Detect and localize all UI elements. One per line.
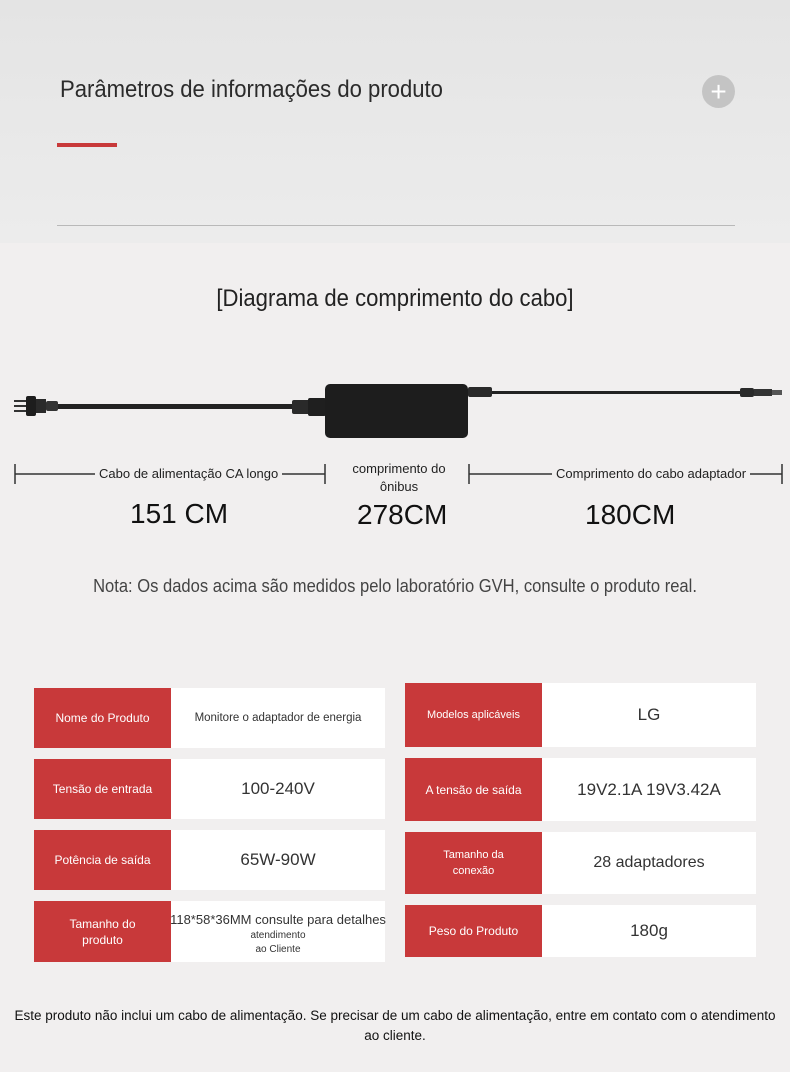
spec-value-input-voltage: 100-240V (171, 759, 385, 819)
header-section (0, 0, 790, 243)
spec-label-product-name: Nome do Produto (34, 688, 171, 748)
adapter-brick (325, 384, 468, 438)
spec-value-applicable-models: LG (542, 683, 756, 747)
spec-value-size-line2: atendimento (250, 930, 306, 941)
footer-notice: Este produto não inclui um cabo de alimentação. Se precisar de um cabo de alimentação, entre em contato com o atendimento ao cliente. (14, 1008, 776, 1043)
plus-icon[interactable]: + (702, 75, 735, 108)
adapter-cable-label: Comprimento do cabo adaptador (552, 466, 750, 481)
spec-value-product-name: Monitore o adaptador de energia (171, 688, 385, 748)
dc-connector-icon (740, 388, 782, 397)
spec-value-weight: 180g (542, 905, 756, 957)
spec-value-size-line3: ao Cliente (255, 944, 301, 955)
spec-label-applicable-models: Modelos aplicáveis (405, 683, 542, 747)
bus-label-line2: ônibus (379, 479, 419, 494)
section-title: Parâmetros de informações do produto (60, 76, 443, 103)
spec-value-connection-size: 28 adaptadores (542, 832, 756, 894)
bus-length-label (345, 460, 453, 496)
spec-label-output-voltage: A tensão de saída (405, 758, 542, 821)
spec-label-connection-size (405, 832, 542, 894)
spec-value-output-voltage: 19V2.1A 19V3.42A (542, 758, 756, 821)
ac-cable-length: 151 CM (130, 498, 229, 529)
cable-illustration (0, 370, 790, 450)
spec-label-size-line2: produto (82, 932, 123, 947)
ac-cable (58, 404, 294, 409)
header-divider (57, 225, 735, 226)
spec-value-size-line1: 118*58*36MM consulte para detalhes (170, 912, 386, 927)
title-accent-bar (57, 143, 117, 147)
bus-length: 278CM (357, 499, 448, 530)
measurement-note: Nota: Os dados acima são medidos pelo laboratório GVH, consulte o produto real. (93, 576, 697, 596)
diagram-title: [Diagrama de comprimento do cabo] (216, 285, 574, 312)
spec-label-input-voltage: Tensão de entrada (34, 759, 171, 819)
spec-value-output-power: 65W-90W (171, 830, 385, 890)
spec-label-conn-line1: Tamanho da (443, 849, 504, 861)
spec-label-output-power: Potência de saída (34, 830, 171, 890)
spec-label-product-size (34, 901, 171, 962)
spec-label-conn-line2: conexão (452, 865, 495, 877)
dc-cable (492, 391, 740, 394)
ac-cable-label: Cabo de alimentação CA longo (95, 466, 282, 481)
spec-value-product-size (171, 901, 385, 962)
spec-label-weight: Peso do Produto (405, 905, 542, 957)
bus-label-line1: comprimento do (352, 461, 446, 476)
spec-label-size-line1: Tamanho do (69, 916, 136, 931)
ac-plug-icon (14, 396, 58, 416)
adapter-cable-length: 180CM (585, 499, 676, 530)
